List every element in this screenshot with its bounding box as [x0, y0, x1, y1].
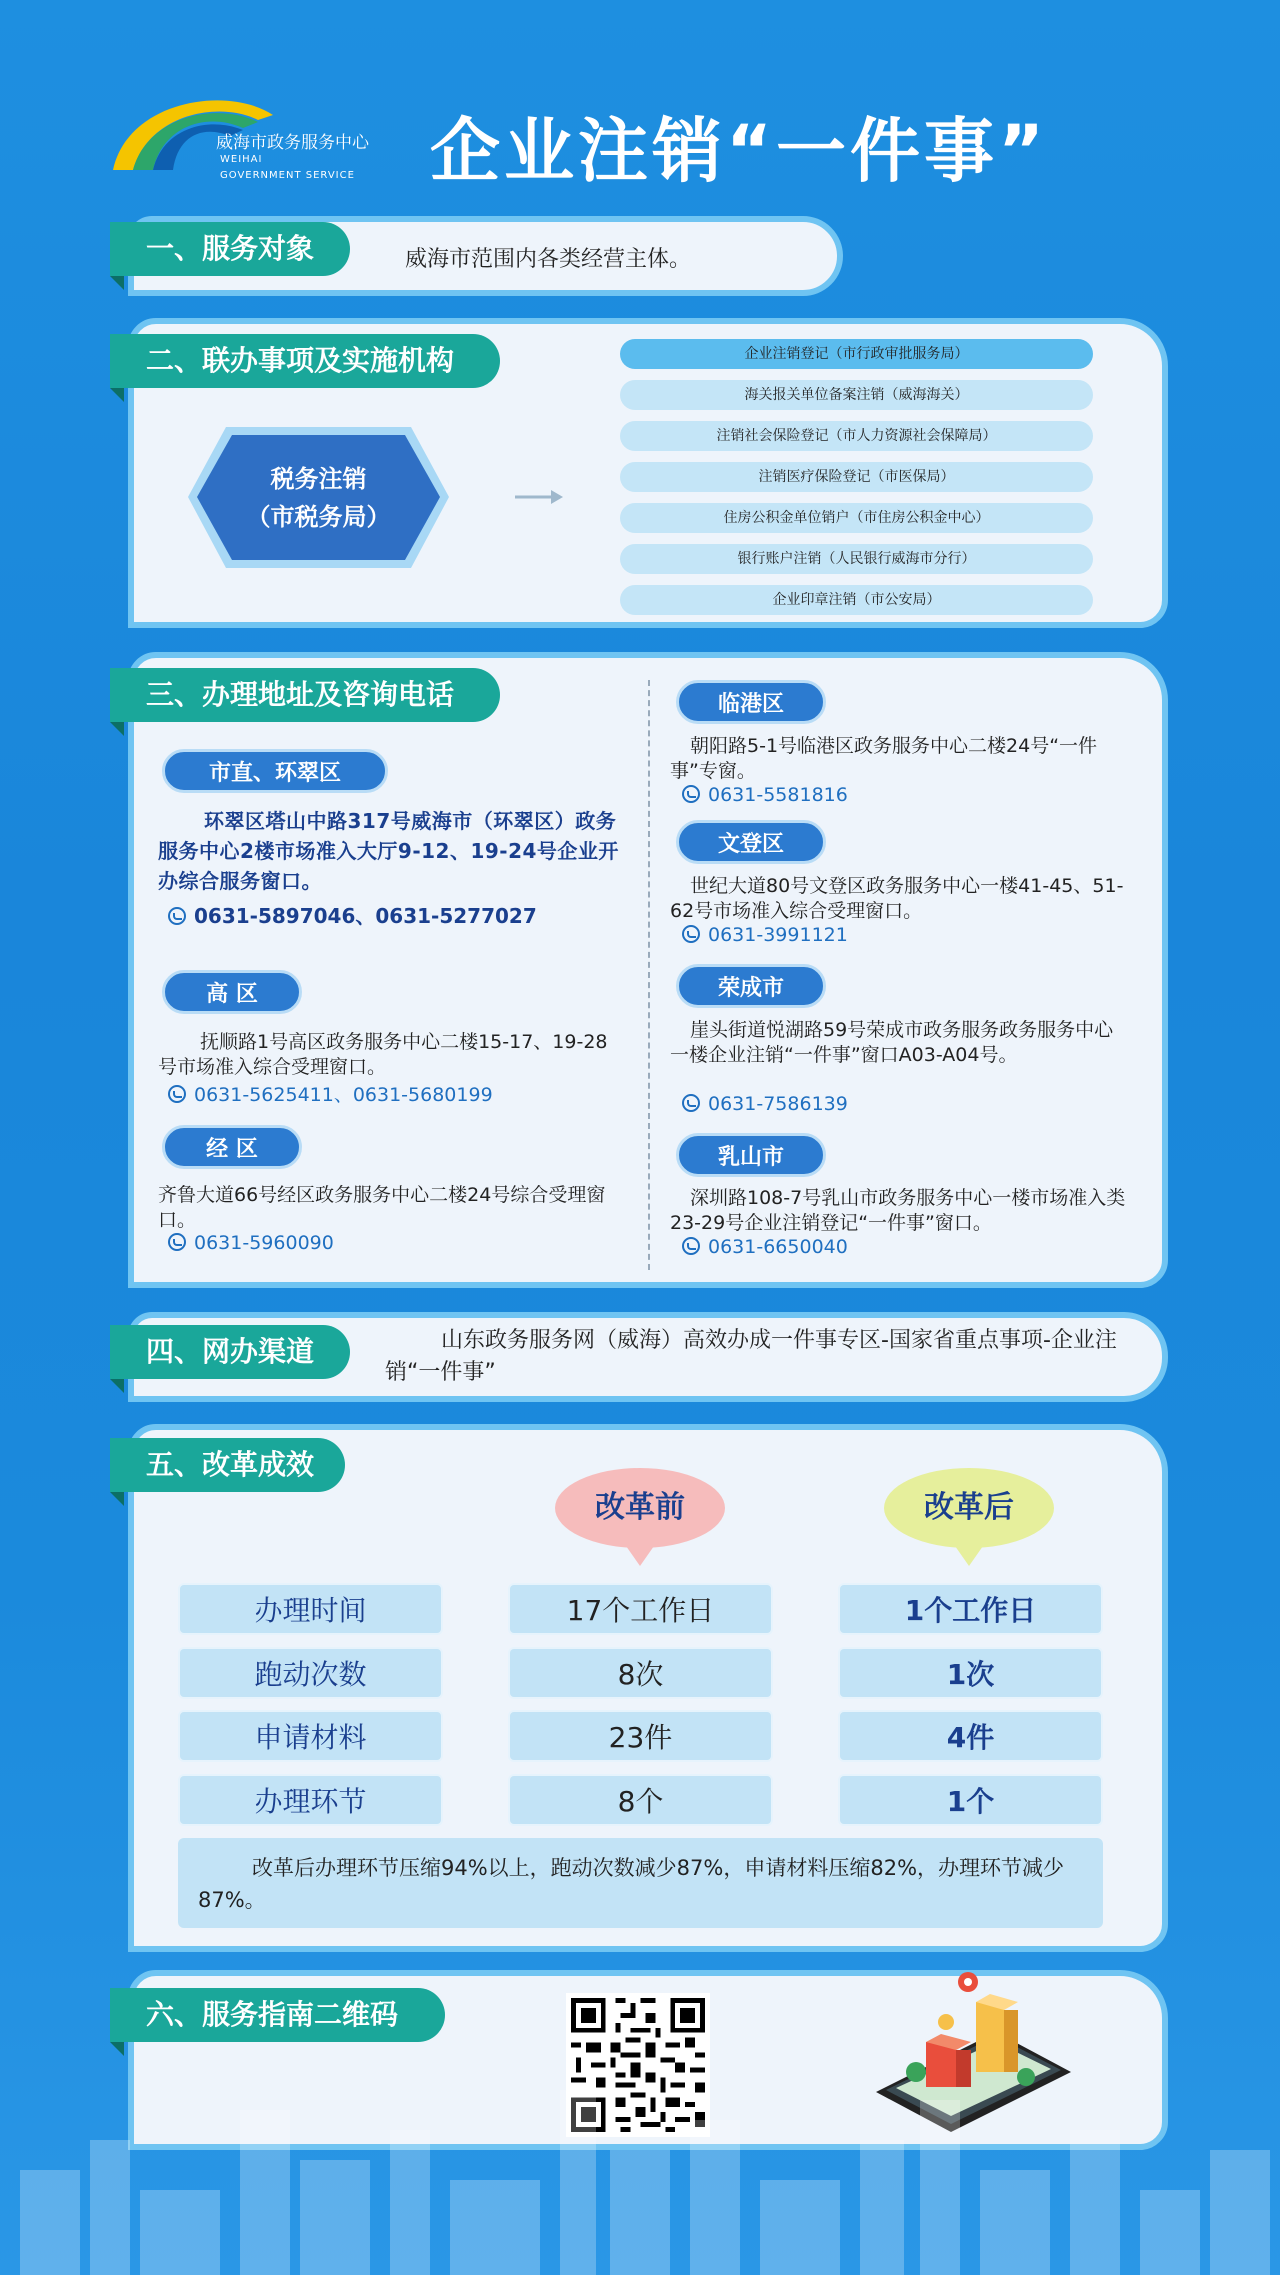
reform-row-label: 跑动次数: [178, 1647, 443, 1699]
logo-text-cn: 威海市政务服务中心: [216, 133, 369, 153]
logo-text-en-sub: GOVERNMENT SERVICE: [220, 170, 355, 181]
district-phone: [682, 1236, 848, 1258]
phone-icon: [168, 1233, 186, 1251]
district-phone: [168, 1232, 334, 1254]
reform-row-label: 办理时间: [178, 1583, 443, 1635]
section-reform-tab: 五、改革成效: [110, 1438, 345, 1492]
district-address: 抚顺路1号高区政务服务中心二楼15-17、19-28号市场准入综合受理窗口。: [158, 1031, 608, 1078]
phone-icon: [682, 1237, 700, 1255]
district-address: 世纪大道80号文登区政务服务中心一楼41-45、51-62号市场准入综合受理窗口。: [670, 875, 1124, 922]
phone-icon: [682, 925, 700, 943]
after-reform-bubble: 改革后: [884, 1468, 1054, 1548]
tab-fold: [110, 1379, 124, 1393]
reform-row-label: 办理环节: [178, 1774, 443, 1826]
reform-row-after: 4件: [838, 1710, 1103, 1762]
tab-fold: [110, 722, 124, 736]
district-badge: 文登区: [676, 820, 826, 864]
reform-row-before: 17个工作日: [508, 1583, 773, 1635]
section-joint-items-tab: 二、联办事项及实施机构: [110, 334, 500, 388]
district-phone-number: 0631-5897046、0631-5277027: [194, 904, 537, 928]
district-phone: [168, 1080, 493, 1107]
district-badge: 经 区: [162, 1125, 302, 1169]
district-phone-number: 0631-3991121: [708, 924, 848, 946]
column-divider: [648, 680, 650, 1270]
section-qrcode-tab: 六、服务指南二维码: [110, 1988, 445, 2042]
joint-item: 注销社会保险登记（市人力资源社会保障局）: [620, 421, 1093, 451]
reform-row-label: 申请材料: [178, 1710, 443, 1762]
district-phone-number: 0631-5625411、0631-5680199: [194, 1084, 493, 1106]
tab-fold: [110, 388, 124, 402]
tab-fold: [110, 1492, 124, 1506]
reform-row-before: 8个: [508, 1774, 773, 1826]
district-phone: [682, 1093, 848, 1115]
tax-deregistration-label: [186, 460, 451, 536]
before-reform-bubble: 改革前: [555, 1468, 725, 1548]
reform-row-after: 1个: [838, 1774, 1103, 1826]
joint-item: 注销医疗保险登记（市医保局）: [620, 462, 1093, 492]
page-title: 企业注销“一件事”: [430, 110, 1049, 192]
district-phone-number: 0631-5960090: [194, 1232, 334, 1254]
joint-item: 住房公积金单位销户（市住房公积金中心）: [620, 503, 1093, 533]
online-channel-text: 山东政务服务网（威海）高效办成一件事专区-国家省重点事项-企业注销“一件事”: [385, 1328, 1117, 1385]
district-badge: 市直、环翠区: [162, 749, 388, 793]
district-badge: 乳山市: [676, 1133, 826, 1177]
district-phone-number: 0631-7586139: [708, 1093, 848, 1115]
tax-label-line2: （市税务局）: [246, 503, 391, 531]
reform-row-before: 8次: [508, 1647, 773, 1699]
district-phone-number: 0631-6650040: [708, 1236, 848, 1258]
joint-item: 企业注销登记（市行政审批服务局）: [620, 339, 1093, 369]
bubble-tail: [626, 1546, 654, 1566]
phone-icon: [682, 785, 700, 803]
phone-icon: [168, 907, 186, 925]
tab-fold: [110, 276, 124, 290]
logo-text-en: WEIHAI: [220, 154, 263, 165]
district-address: 朝阳路5-1号临港区政务服务中心二楼24号“一件事”专窗。: [670, 735, 1098, 782]
phone-icon: [168, 1085, 186, 1103]
section-online-channel-tab: 四、网办渠道: [110, 1325, 350, 1379]
joint-item: 企业印章注销（市公安局）: [620, 585, 1093, 615]
district-address: 环翠区塔山中路317号威海市（环翠区）政务服务中心2楼市场准入大厅9-12、19-24号企业开办综合服务窗口。: [158, 809, 619, 893]
district-badge: 高 区: [162, 970, 302, 1014]
arrow-right-icon: [515, 487, 563, 507]
tax-label-line1: 税务注销: [270, 465, 367, 493]
section-service-target-tab: 一、服务对象: [110, 222, 350, 276]
bubble-tail: [955, 1546, 983, 1566]
section-address-tab: 三、办理地址及咨询电话: [110, 668, 500, 722]
district-address: 齐鲁大道66号经区政务服务中心二楼24号综合受理窗口。: [158, 1184, 606, 1231]
district-phone-number: 0631-5581816: [708, 784, 848, 806]
district-address: 深圳路108-7号乳山市政务服务中心一楼市场准入类23-29号企业注销登记“一件事”窗口。: [670, 1187, 1126, 1234]
district-badge: 临港区: [676, 680, 826, 724]
reform-row-before: 23件: [508, 1710, 773, 1762]
logo: [108, 80, 408, 190]
district-phone: [682, 784, 848, 806]
district-badge: 荣成市: [676, 964, 826, 1008]
reform-row-after: 1次: [838, 1647, 1103, 1699]
reform-summary: 改革后办理环节压缩94%以上，跑动次数减少87%，申请材料压缩82%，办理环节减少87%。: [178, 1838, 1103, 1928]
district-phone: [682, 924, 848, 946]
district-phone: [168, 900, 537, 929]
service-target-text: 威海市范围内各类经营主体。: [405, 247, 692, 272]
district-address: 崖头街道悦湖路59号荣成市政务服务政务服务中心一楼企业注销“一件事”窗口A03-A04号。: [670, 1019, 1114, 1066]
joint-item: 银行账户注销（人民银行威海市分行）: [620, 544, 1093, 574]
reform-row-after: 1个工作日: [838, 1583, 1103, 1635]
phone-icon: [682, 1094, 700, 1112]
joint-item: 海关报关单位备案注销（威海海关）: [620, 380, 1093, 410]
city-skyline-background: [0, 2050, 1280, 2275]
